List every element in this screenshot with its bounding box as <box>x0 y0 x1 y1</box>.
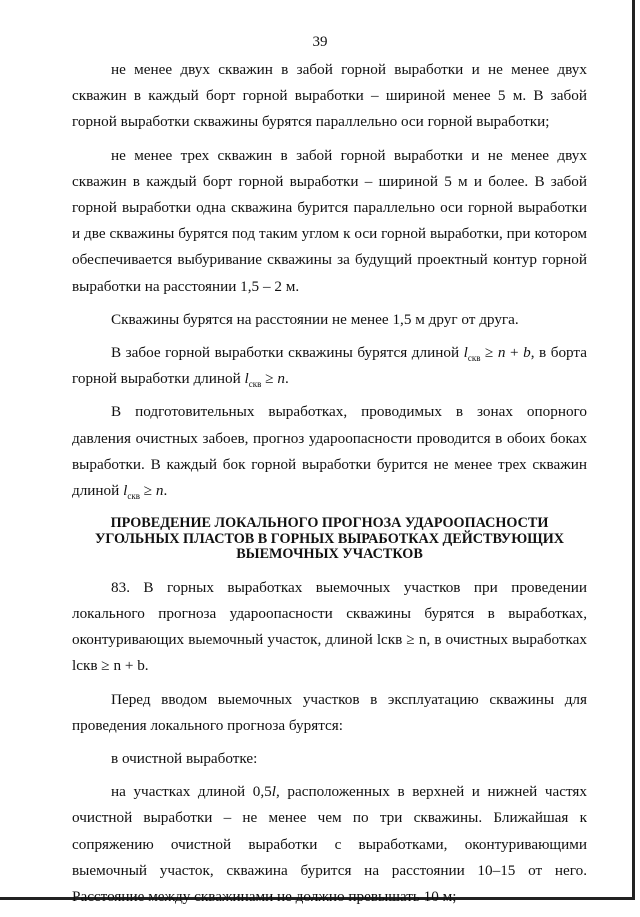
document-body <box>72 57 587 917</box>
paragraph: 83. В горных выработках выемочных участков при проведении локального прогноза удароопасности скважины бурятся в выработках, оконтуривающих выемочный участок, длиной lскв ≥ n, в очистных выработках lскв ≥ n + b. <box>72 578 587 675</box>
formula-paragraph: В забое горной выработки скважины бурятся длиной $l_{скв} \ge n + b$, в борта горной выработки длиной $l_{скв} \ge n$. <box>72 344 587 390</box>
paragraph: Перед вводом выемочных участков в эксплуатацию скважины для проведения локального прогноза бурятся: <box>72 690 587 734</box>
page-number: 39 <box>312 34 328 50</box>
paragraph: Скважины бурятся на расстоянии не менее 1,5 м друг от друга. <box>111 310 519 328</box>
section-heading: ПРОВЕДЕНИЕ ЛОКАЛЬНОГО ПРОГНОЗА УДАРООПАСНОСТИ УГОЛЬНЫХ ПЛАСТОВ В ГОРНЫХ ВЫРАБОТКАХ ДЕЙСТВУЮЩИХ ВЫЕМОЧНЫХ УЧАСТКОВ <box>94 515 565 563</box>
paragraph: не менее трех скважин в забой горной выработки и не менее двух скважин в каждый борт горной выработки – шириной 5 м и более. В забой горной выработки одна скважина бурится параллельно оси горной выработки и две скважины бурятся под таким углом к оси горной выработки, при котором обеспечивается выбуривание скважины за будущий проектный контур горной выработки на расстоянии 1,5 – 2 м. <box>72 146 587 295</box>
formula-paragraph-2: В подготовительных выработках, проводимых в зонах опорного давления очистных забоев, прогноз удароопасности проводится в обоих боках выработки. В каждый бок горной выработки бурится не менее трех скважин длиной $l_{скв} \ge n$. <box>72 403 587 502</box>
paragraph: в очистной выработке: <box>111 749 258 767</box>
paragraph: не менее двух скважин в забой горной выработки и не менее двух скважин в каждый борт горной выработки – шириной менее 5 м. В забой горной выработки скважины бурятся параллельно оси горной выработки; <box>72 61 587 131</box>
paragraph-last: на участках длиной 0,5l, расположенных в верхней и нижней частях очистной выработки – не менее чем по три скважины. Ближайшая к сопряжению очистной выработки с выработками, оконтуривающими выемочный участок, скважина бурится на расстоянии 10–15 от него. Расстояние между скважинами не должно превышать 10 м; <box>72 783 587 905</box>
